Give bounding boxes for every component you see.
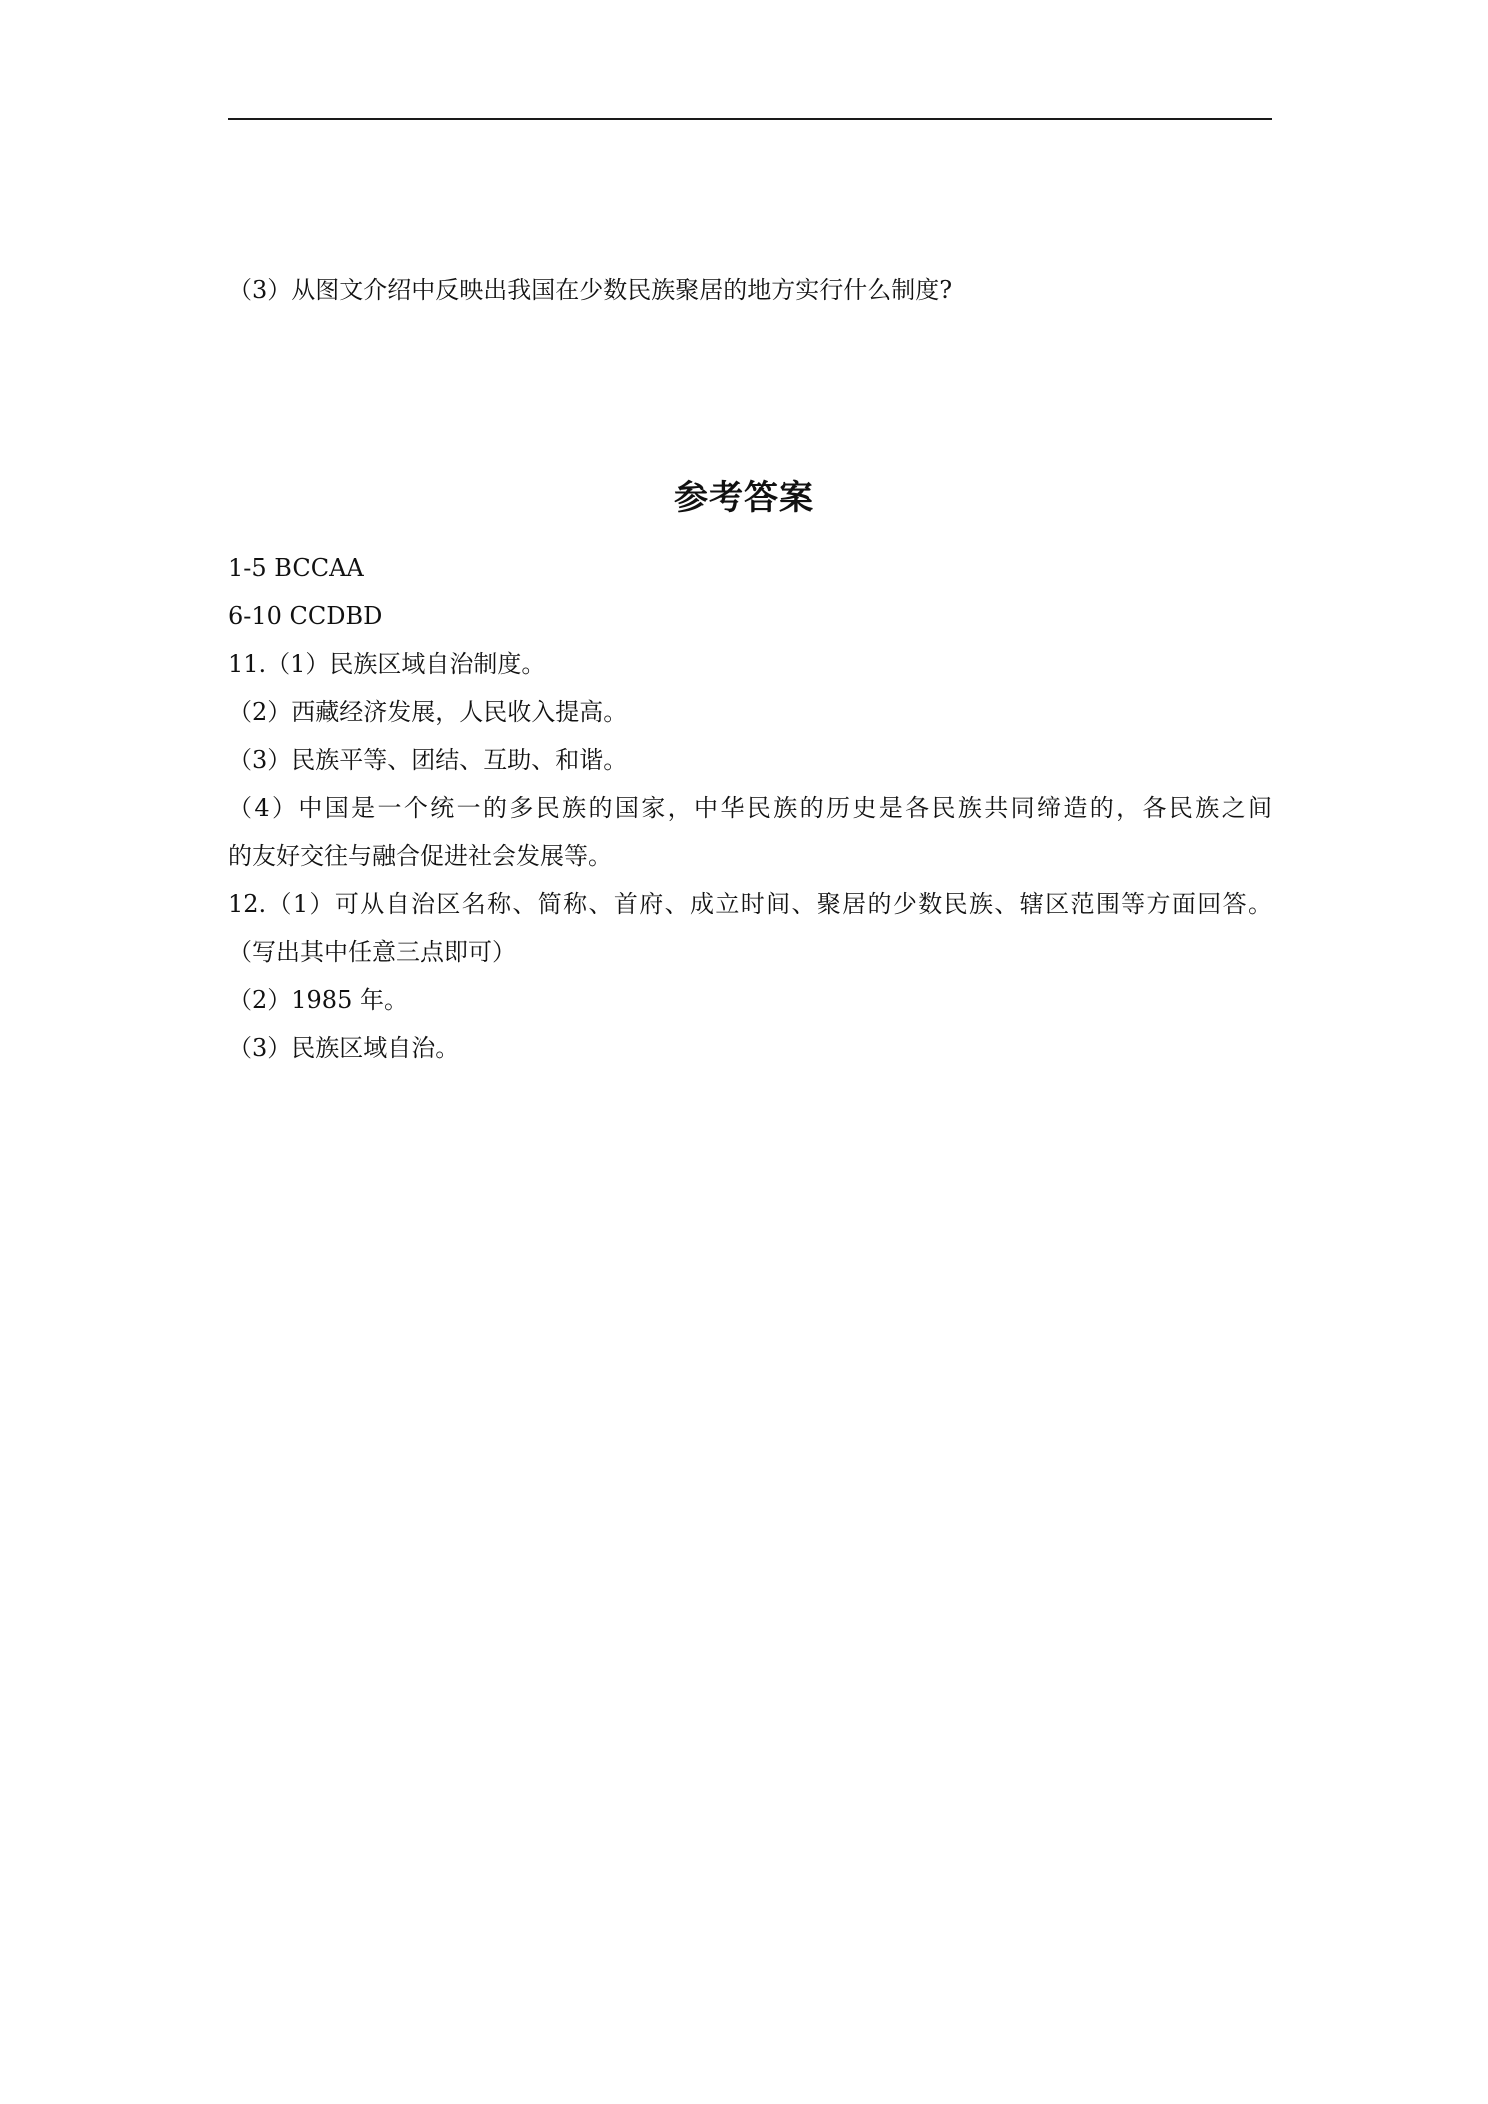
answer-key-list (228, 544, 1272, 1072)
answer-line-12-2: （2）1985 年。 (228, 986, 408, 1014)
answer-key-title: 参考答案 (674, 478, 814, 518)
answer-line-11-1: 11.（1）民族区域自治制度。 (228, 650, 546, 678)
header-rule (228, 118, 1272, 120)
question-3: （3）从图文介绍中反映出我国在少数民族聚居的地方实行什么制度? (228, 276, 953, 304)
answer-line-12-1: 12.（1）可从自治区名称、简称、首府、成立时间、聚居的少数民族、辖区范围等方面回答。 (228, 890, 1272, 918)
answer-line-6-10: 6-10 CCDBD (228, 602, 383, 630)
answer-line-11-4: （4）中国是一个统一的多民族的国家，中华民族的历史是各民族共同缔造的，各民族之间 (228, 794, 1272, 822)
answer-line-11-4-cont: 的友好交往与融合促进社会发展等。 (228, 842, 612, 870)
answer-line-12-1-note: （写出其中任意三点即可） (228, 938, 516, 966)
answer-line-11-3: （3）民族平等、团结、互助、和谐。 (228, 746, 628, 774)
answer-line-12-3: （3）民族区域自治。 (228, 1034, 460, 1062)
answer-line-1-5: 1-5 BCCAA (228, 554, 364, 582)
answer-line-11-2: （2）西藏经济发展，人民收入提高。 (228, 698, 628, 726)
